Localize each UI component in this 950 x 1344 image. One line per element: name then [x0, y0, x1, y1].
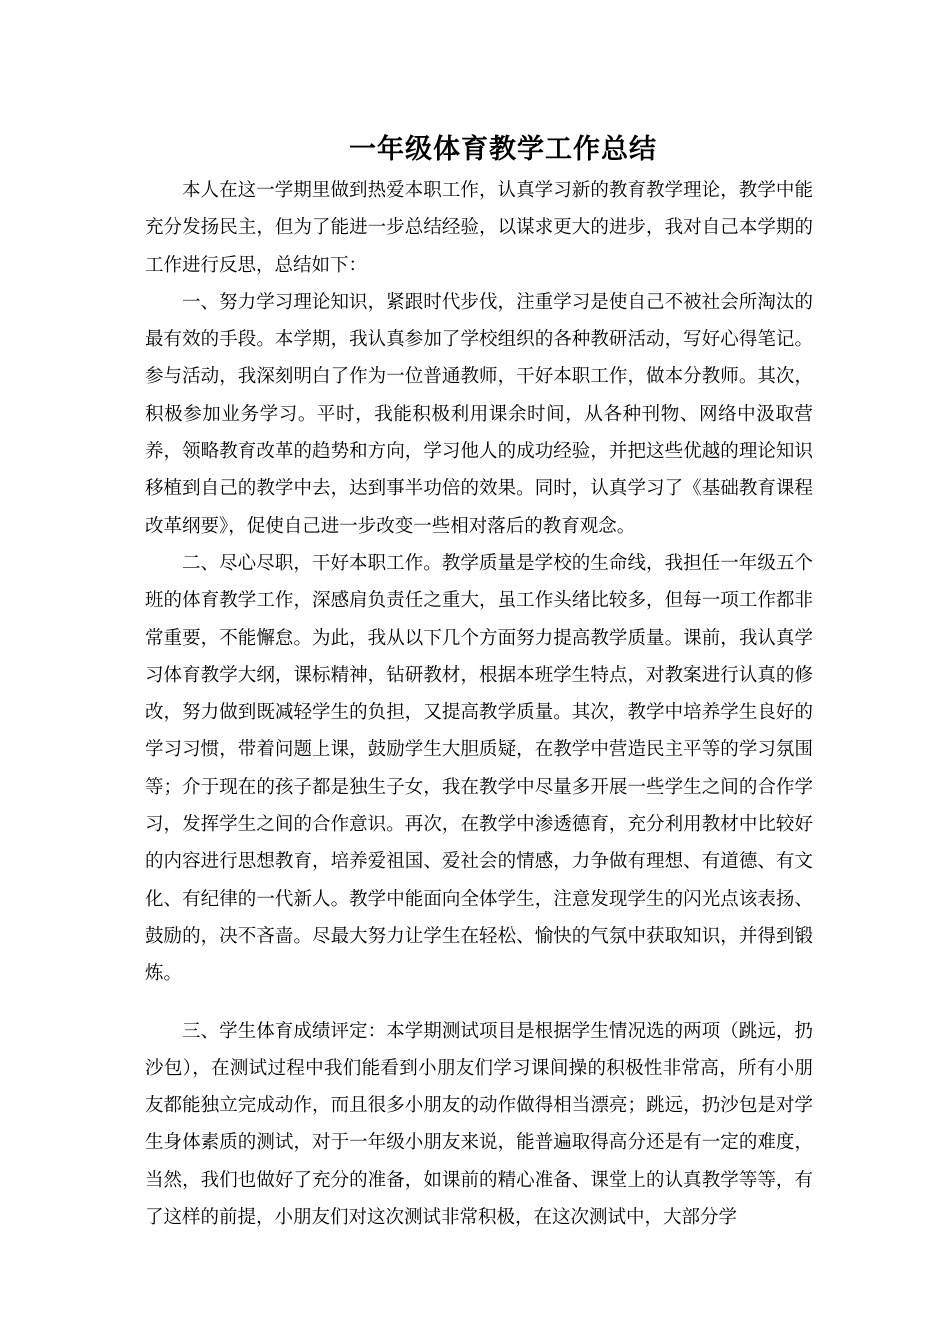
paragraph-section-3: 三、学生体育成绩评定：本学期测试项目是根据学生情况选的两项（跳远，扔沙包），在测试过程中我们能看到小朋友们学习课间操的积极性非常高，所有小朋友都能独立完成动作，而且很多小朋友的动作做得相当漂亮；跳远，扔沙包是对学生身体素质的测试，对于一年级小朋友来说，能普遍取得高分还是有一定的难度，当然，我们也做好了充分的准备，如课前的精心准备、课堂上的认真教学等等，有了这样的前提，小朋友们对这次测试非常积极，在这次测试中，大部分学	[145, 1020, 813, 1229]
paragraph-intro: 本人在这一学期里做到热爱本职工作，认真学习新的教育教学理论，教学中能充分发扬民主，但为了能进一步总结经验，以谋求更大的进步，我对自己本学期的工作进行反思，总结如下：	[145, 180, 813, 276]
paragraph-section-2: 二、尽心尽职，干好本职工作。教学质量是学校的生命线，我担任一年级五个班的体育教学工作，深感肩负责任之重大，虽工作头绪比较多，但每一项工作都非常重要，不能懈怠。为此，我从以下几个方面努力提高教学质量。课前，我认真学习体育教学大纲，课标精神，钻研教材，根据本班学生特点，对教案进行认真的修改，努力做到既减轻学生的负担，又提高教学质量。其次，教学中培养学生良好的学习习惯，带着问题上课，鼓励学生大胆质疑，在教学中营造民主平等的学习氛围等；介于现在的孩子都是独生子女，我在教学中尽量多开展一些学生之间的合作学习，发挥学生之间的合作意识。再次，在教学中渗透德育，充分利用教材中比较好的内容进行思想教育，培养爱祖国、爱社会的情感，力争做有理想、有道德、有文化、有纪律的一代新人。教学中能面向全体学生，注意发现学生的闪光点该表扬、鼓励的，决不吝啬。尽最大努力让学生在轻松、愉快的气氛中获取知识，并得到锻炼。	[145, 552, 813, 985]
document-page	[145, 128, 813, 1236]
paragraph-spacer	[145, 993, 813, 1013]
document-title: 一年级体育教学工作总结	[349, 134, 657, 165]
paragraph-section-1: 一、努力学习理论知识，紧跟时代步伐，注重学习是使自己不被社会所淘汰的最有效的手段。本学期，我认真参加了学校组织的各种教研活动，写好心得笔记。参与活动，我深刻明白了作为一位普通教师，干好本职工作，做本分教师。其次，积极参加业务学习。平时，我能积极利用课余时间，从各种刊物、网络中汲取营养，领略教育改革的趋势和方向，学习他人的成功经验，并把这些优越的理论知识移植到自己的教学中去，达到事半功倍的效果。同时，认真学习了《基础教育课程改革纲要》，促使自己进一步改变一些相对落后的教育观念。	[145, 291, 813, 537]
